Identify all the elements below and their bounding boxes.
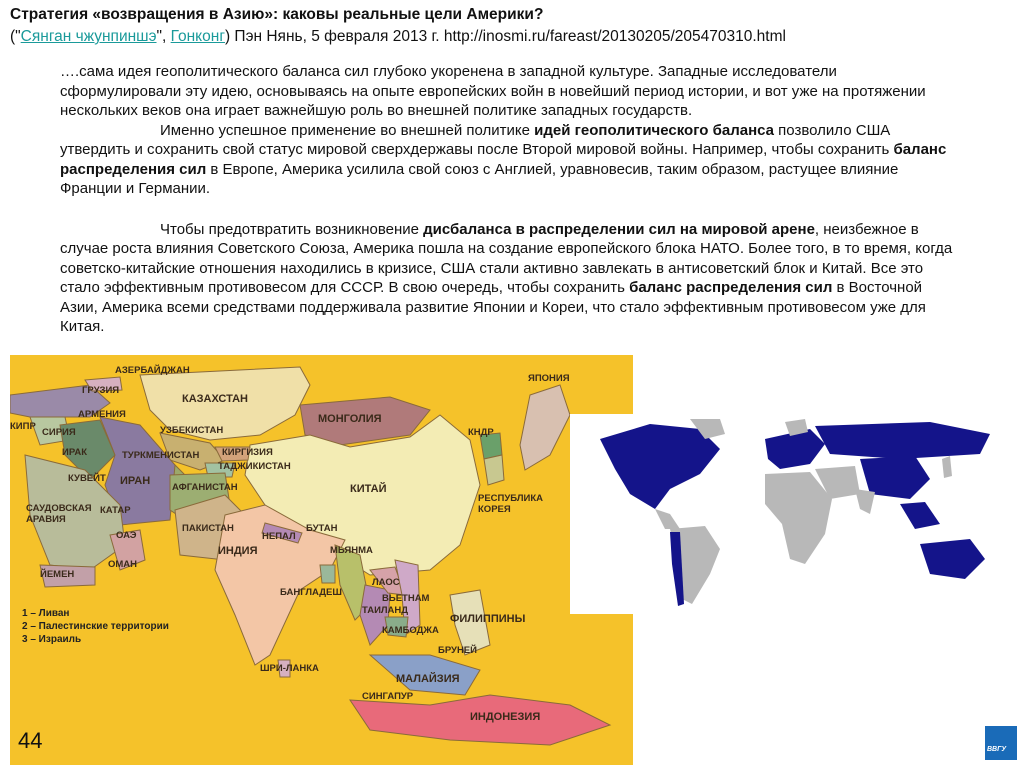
region-south-korea (484, 455, 504, 485)
label-cyprus: КИПР (10, 421, 36, 432)
p2-bold-b: баланс распределения сил (60, 141, 947, 178)
p2-text-c: в Европе, Америка усилила свой союз с Англией, уравновесив, таким образом, растущее влияние Франции и Германии. (60, 160, 899, 197)
label-pakistan: ПАКИСТАН (182, 523, 234, 534)
world-map (570, 414, 1014, 614)
p3-bold-a: дисбаланса в распределении сил на мировой арене (423, 220, 815, 238)
p3-text-c: в Восточной Азии, Америка всеми средствами поддерживала развитие Японии и Кореи, что стало эффективным противовесом уже для Китая. (60, 279, 926, 335)
paragraph-1: ….сама идея геополитического баланса сил глубоко укоренена в западной культуре. Западные исследователи сформулировали эту идею, основываясь на опыте европейских войн в новейший период истории, и вот уже на протяжении нескольких веков она играет важнейшую роль во внешней политике западных государств. (60, 63, 926, 119)
label-syria: СИРИЯ (42, 427, 76, 438)
region-india (855, 489, 875, 514)
asia-map (10, 355, 633, 765)
label-thailand: ТАИЛАНД (362, 605, 409, 616)
continent-north-america (600, 424, 720, 509)
paragraph-3 (60, 220, 960, 337)
p3-text-a: Чтобы предотвратить возникновение (160, 220, 424, 238)
region-central-america (655, 509, 680, 529)
continent-europe (765, 429, 825, 469)
label-oman: ОМАН (108, 559, 138, 570)
label-iran: ИРАН (120, 475, 151, 487)
p2-text-b: позволило США утвердить и сохранить свой статус мировой сверхдержавы после Второй мировой войны. Например, чтобы сохранить (60, 121, 894, 158)
label-uzbekistan: УЗБЕКИСТАН (160, 425, 224, 436)
region-russia (815, 422, 990, 459)
source-mid: ", (156, 28, 171, 45)
p2-text-a: Именно успешное применение во внешней политике (160, 121, 535, 139)
university-logo (985, 726, 1017, 760)
paragraph-2 (60, 121, 960, 199)
region-japan (942, 456, 952, 478)
continent-africa (765, 472, 832, 564)
region-japan (520, 385, 570, 470)
label-myanmar: МЬЯНМА (330, 545, 373, 556)
label-georgia: ГРУЗИЯ (82, 385, 120, 396)
label-mongolia: МОНГОЛИЯ (318, 413, 382, 425)
article-text (60, 62, 960, 337)
p3-text-b: , неизбежное в случае роста влияния Советского Союза, Америка пошла на создание европейского блока НАТО. Более того, в то время, когда советско-китайские отношения находились в кризисе, США стали активно завлекать в антисоветский блок и Китай. Все это стало эффективным противовесом для СССР. В свою очередь, чтобы сохранить (60, 220, 953, 296)
source-rest: ) Пэн Нянь, 5 февраля 2013 г. http://inosmi.ru/fareast/20130205/205470310.html (224, 28, 786, 45)
source-link-hongkong[interactable]: Гонконг (170, 28, 225, 45)
label-azerbaijan: АЗЕРБАЙДЖАН (115, 365, 190, 376)
legend-item-2: 2 – Палестинские территории (22, 621, 169, 632)
label-nepal: НЕПАЛ (262, 531, 296, 542)
continent-australia (920, 539, 985, 579)
label-sri-lanka: ШРИ-ЛАНКА (260, 663, 319, 674)
label-yemen: ЙЕМЕН (40, 569, 75, 580)
label-bhutan: БУТАН (306, 523, 338, 534)
p2-bold-a: идей геополитического баланса (534, 121, 775, 139)
world-map-shapes (570, 414, 1014, 614)
label-iraq: ИРАК (62, 447, 87, 458)
label-laos: ЛАОС (372, 577, 400, 588)
label-india: ИНДИЯ (218, 545, 258, 557)
label-kuwait: КУВЕЙТ (68, 473, 106, 484)
label-uae: ОАЭ (116, 530, 137, 541)
source-line (10, 26, 1010, 48)
label-malaysia: МАЛАЙЗИЯ (396, 673, 460, 685)
label-japan: ЯПОНИЯ (528, 373, 570, 384)
label-china: КИТАЙ (350, 483, 387, 495)
label-armenia: АРМЕНИЯ (78, 409, 126, 420)
p3-bold-b: баланс распределения сил (629, 279, 833, 296)
label-philippines: ФИЛИППИНЫ (450, 613, 526, 625)
map-legend (22, 607, 169, 646)
slide-number: 44 (18, 728, 43, 753)
label-korea: РЕСПУБЛИКА КОРЕЯ (478, 493, 544, 515)
label-indonesia: ИНДОНЕЗИЯ (470, 711, 541, 723)
legend-item-1: 1 – Ливан (22, 608, 70, 619)
label-tajikistan: ТАДЖИКИСТАН (218, 461, 291, 472)
source-open: (" (10, 28, 21, 45)
region-se-asia (900, 502, 940, 529)
slide-header (10, 4, 1010, 48)
label-afghanistan: АФГАНИСТАН (172, 482, 238, 493)
logo-text: ВВГУ (987, 746, 1007, 753)
label-cambodia: КАМБОДЖА (382, 625, 439, 636)
source-link-newspaper[interactable]: Сянган чжунпиншэ (20, 28, 157, 45)
label-brunei: БРУНЕЙ (438, 645, 477, 656)
legend-item-3: 3 – Израиль (22, 634, 82, 645)
label-turkmenistan: ТУРКМЕНИСТАН (122, 450, 200, 461)
label-kazakhstan: КАЗАХСТАН (182, 393, 248, 405)
region-bangladesh (320, 565, 335, 583)
label-vietnam: ВЬЕТНАМ (382, 593, 430, 604)
label-kyrgyzstan: КИРГИЗИЯ (222, 447, 273, 458)
label-kndr: КНДР (468, 427, 494, 438)
slide-title: Стратегия «возвращения в Азию»: каковы реальные цели Америки? (10, 6, 544, 23)
label-singapore: СИНГАПУР (362, 691, 414, 702)
label-saudi-arabia: САУДОВСКАЯ АРАВИЯ (26, 503, 92, 525)
label-qatar: КАТАР (100, 505, 131, 516)
label-bangladesh: БАНГЛАДЕШ (280, 587, 342, 598)
